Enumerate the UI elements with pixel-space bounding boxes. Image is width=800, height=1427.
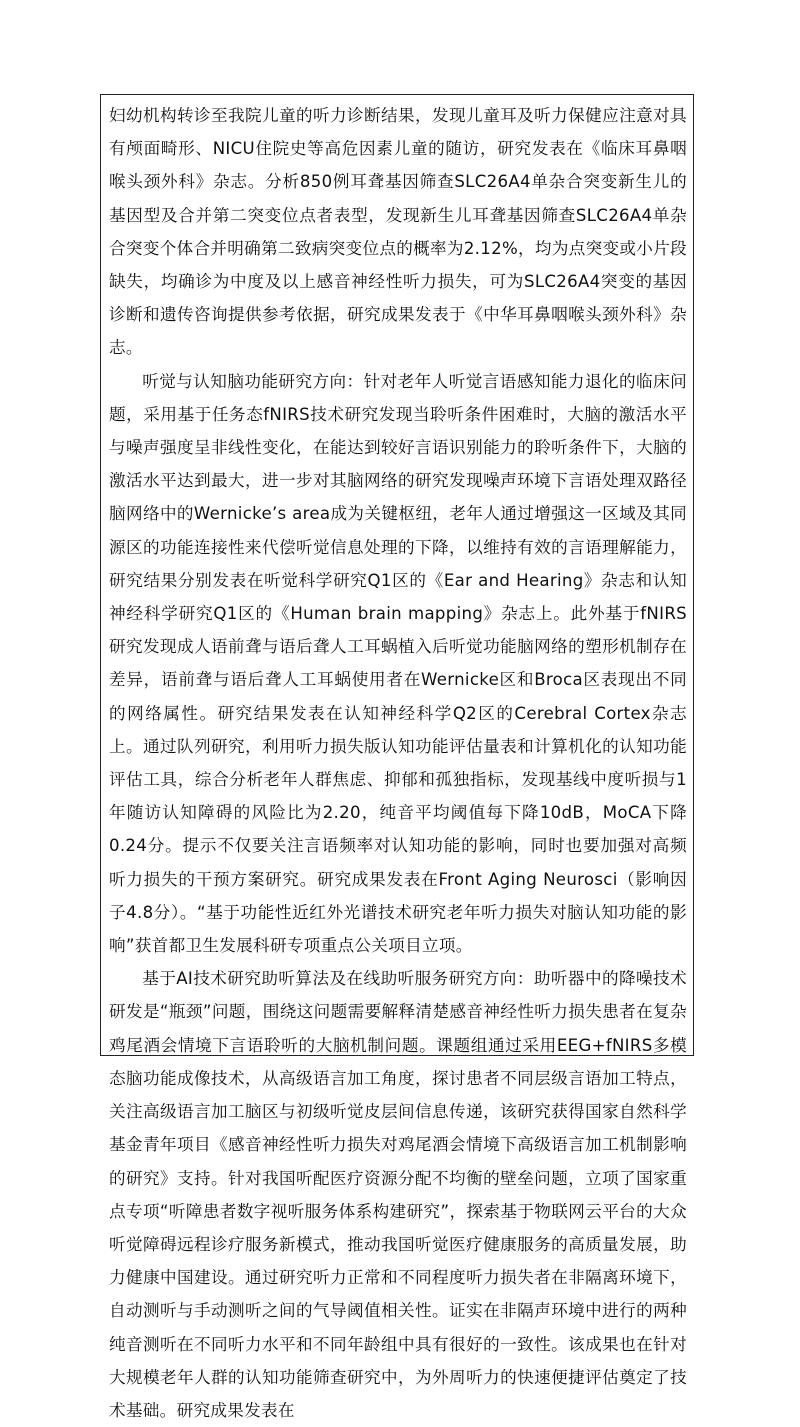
document-body: [109, 99, 687, 1427]
paragraph-ai-hearing-aid: 基于AI技术研究助听算法及在线助听服务研究方向：助听器中的降噪技术研发是“瓶颈”问题，围绕这问题需要解释清楚感音神经性听力损失患者在复杂鸡尾酒会情境下言语聆听的大脑机制问题。课题组通过采用EEG+fNIRS多模态脑功能成像技术，从高级语言加工角度，探讨患者不同层级言语加工特点，关注高级语言加工脑区与初级听觉皮层间信息传递，该研究获得国家自然科学基金青年项目《感音神经性听力损失对鸡尾酒会情境下高级语言加工机制影响的研究》支持。针对我国听配医疗资源分配不均衡的壁垒问题，立项了国家重点专项“听障患者数字视听服务体系构建研究”，探索基于物联网云平台的大众听觉障碍远程诊疗服务新模式，推动我国听觉医疗健康服务的高质量发展，助力健康中国建设。通过研究听力正常和不同程度听力损失者在非隔离环境下，自动测听与手动测听之间的气导阈值相关性。证实在非隔声环境中进行的两种纯音测听在不同听力水平和不同年龄组中具有很好的一致性。该成果也在针对大规模老年人群的认知功能筛查研究中，为外周听力的快速便捷评估奠定了技术基础。研究成果发表在: [109, 969, 687, 1420]
document-frame: [100, 94, 694, 1420]
paragraph-auditory-cognition: 听觉与认知脑功能研究方向：针对老年人听觉言语感知能力退化的临床问题，采用基于任务态fNIRS技术研究发现当聆听条件困难时，大脑的激活水平与噪声强度呈非线性变化，在能达到较好言语识别能力的聆听条件下，大脑的激活水平达到最大，进一步对其脑网络的研究发现噪声环境下言语处理双路径脑网络中的Wernicke’s area成为关键枢纽，老年人通过增强这一区域及其同源区的功能连接性来代偿听觉信息处理的下降，以维持有效的言语理解能力，研究结果分别发表在听觉科学研究Q1区的《Ear and Hearing》杂志和认知神经科学研究Q1区的《Human brain mapping》杂志上。此外基于fNIRS研究发现成人语前聋与语后聋人工耳蜗植入后听觉功能脑网络的塑形机制存在差异，语前聋与语后聋人工耳蜗使用者在Wernicke区和Broca区表现出不同的网络属性。研究结果发表在认知神经科学Q2区的Cerebral Cortex杂志上。通过队列研究，利用听力损失版认知功能评估量表和计算机化的认知功能评估工具，综合分析老年人群焦虑、抑郁和孤独指标，发现基线中度听损与1年随访认知障碍的风险比为2.20，纯音平均阈值每下降10dB，MoCA下降0.24分。提示不仅要关注言语频率对认知功能的影响，同时也要加强对高频听力损失的干预方案研究。研究成果发表在Front Aging Neurosci（影响因子4.8分）。“基于功能性近红外光谱技术研究老年听力损失对脑认知功能的影响”获首都卫生发展科研专项重点公关项目立项。: [109, 371, 687, 956]
paragraph-genetic-screening: 妇幼机构转诊至我院儿童的听力诊断结果，发现儿童耳及听力保健应注意对具有颅面畸形、NICU住院史等高危因素儿童的随访，研究发表在《临床耳鼻咽喉头颈外科》杂志。分析850例耳聋基因筛查SLC26A4单杂合突变新生儿的基因型及合并第二突变位点者表型，发现新生儿耳聋基因筛查SLC26A4单杂合突变个体合并明确第二致病突变位点的概率为2.12%，均为点突变或小片段缺失，均确诊为中度及以上感音神经性听力损失，可为SLC26A4突变的基因诊断和遗传咨询提供参考依据，研究成果发表于《中华耳鼻咽喉头颈外科》杂志。: [109, 106, 687, 358]
